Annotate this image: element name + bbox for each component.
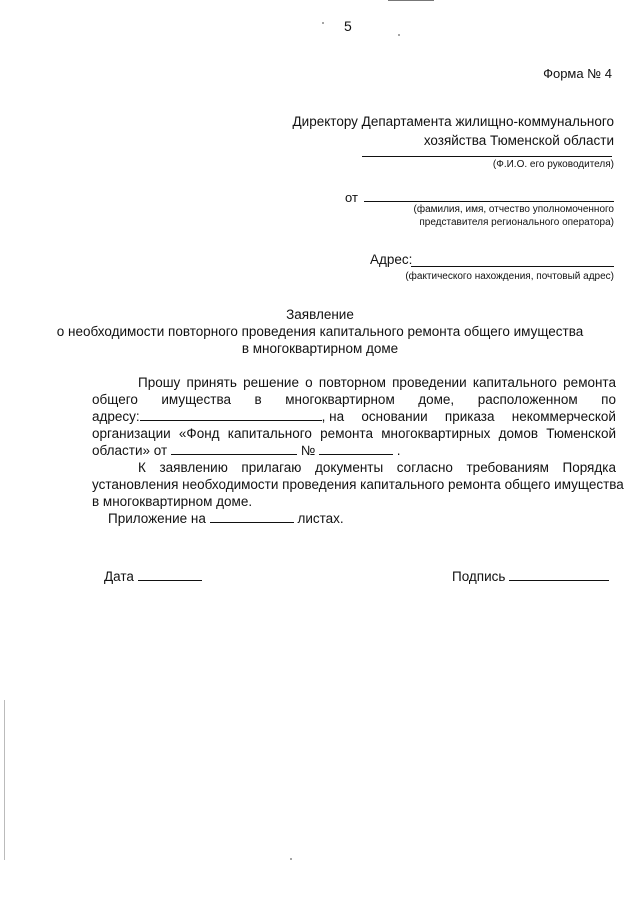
representative-note-line: (фамилия, имя, отчество уполномоченного (413, 204, 614, 215)
paragraph-line: К заявлению прилагаю документы согласно требованиям Порядка (138, 460, 616, 475)
attachment-pages-field[interactable] (210, 510, 294, 523)
address-word: адресу: , на (92, 409, 345, 424)
attachment-line: Приложение на листах. (108, 511, 344, 526)
order-date-field[interactable] (171, 442, 297, 455)
top-edge-mark (388, 0, 434, 1)
house-address-field[interactable] (140, 408, 322, 421)
paragraph-line: в многоквартирном доме. (92, 494, 253, 509)
paragraph-line: области» от № . (92, 443, 401, 458)
paragraph-line: установления необходимости проведения капитального ремонта общего имущества (92, 477, 624, 492)
title-line: о необходимости повторного проведения капитального ремонта общего имущества (56, 324, 584, 339)
order-number-field[interactable] (319, 442, 393, 455)
address-label: Адрес: (370, 252, 413, 267)
request-paragraph (92, 374, 624, 510)
addressee-block (293, 112, 614, 150)
representative-note (414, 203, 614, 229)
from-label: от (345, 190, 358, 205)
addressee-line: Директору Департамента жилищно-коммунального (292, 114, 614, 129)
paragraph-line: Прошу принять решение о повторном проведении капитального ремонта (138, 375, 616, 390)
title-line: Заявление (286, 307, 354, 322)
scan-speck (398, 34, 400, 36)
scan-edge-mark (4, 700, 5, 860)
document-title (0, 306, 640, 357)
address-field[interactable] (411, 266, 614, 267)
paragraph-line: общего имущества в многоквартирном доме, расположенном по (92, 392, 616, 407)
form-label: Форма № 4 (543, 66, 612, 81)
head-name-note: (Ф.И.О. его руководителя) (492, 159, 614, 170)
signature-field[interactable] (509, 568, 609, 581)
addressee-line: хозяйства Тюменской области (423, 133, 614, 148)
head-name-field[interactable] (362, 156, 612, 157)
address-note: (фактического нахождения, почтовый адрес) (405, 271, 614, 282)
representative-note-line: представителя регионального оператора) (419, 217, 614, 228)
scan-speck (322, 22, 324, 24)
title-line: в многоквартирном доме (241, 341, 399, 356)
date-block: Дата (104, 568, 202, 584)
paragraph-line: адресу: , на основании приказа некоммерческой (92, 409, 616, 424)
page-number: 5 (344, 18, 352, 34)
paragraph-line: организации «Фонд капитального ремонта многоквартирных домов Тюменской (92, 426, 616, 441)
signature-block: Подпись (452, 568, 609, 584)
scan-speck (290, 858, 292, 860)
representative-name-field[interactable] (364, 201, 614, 202)
date-field[interactable] (138, 568, 202, 581)
